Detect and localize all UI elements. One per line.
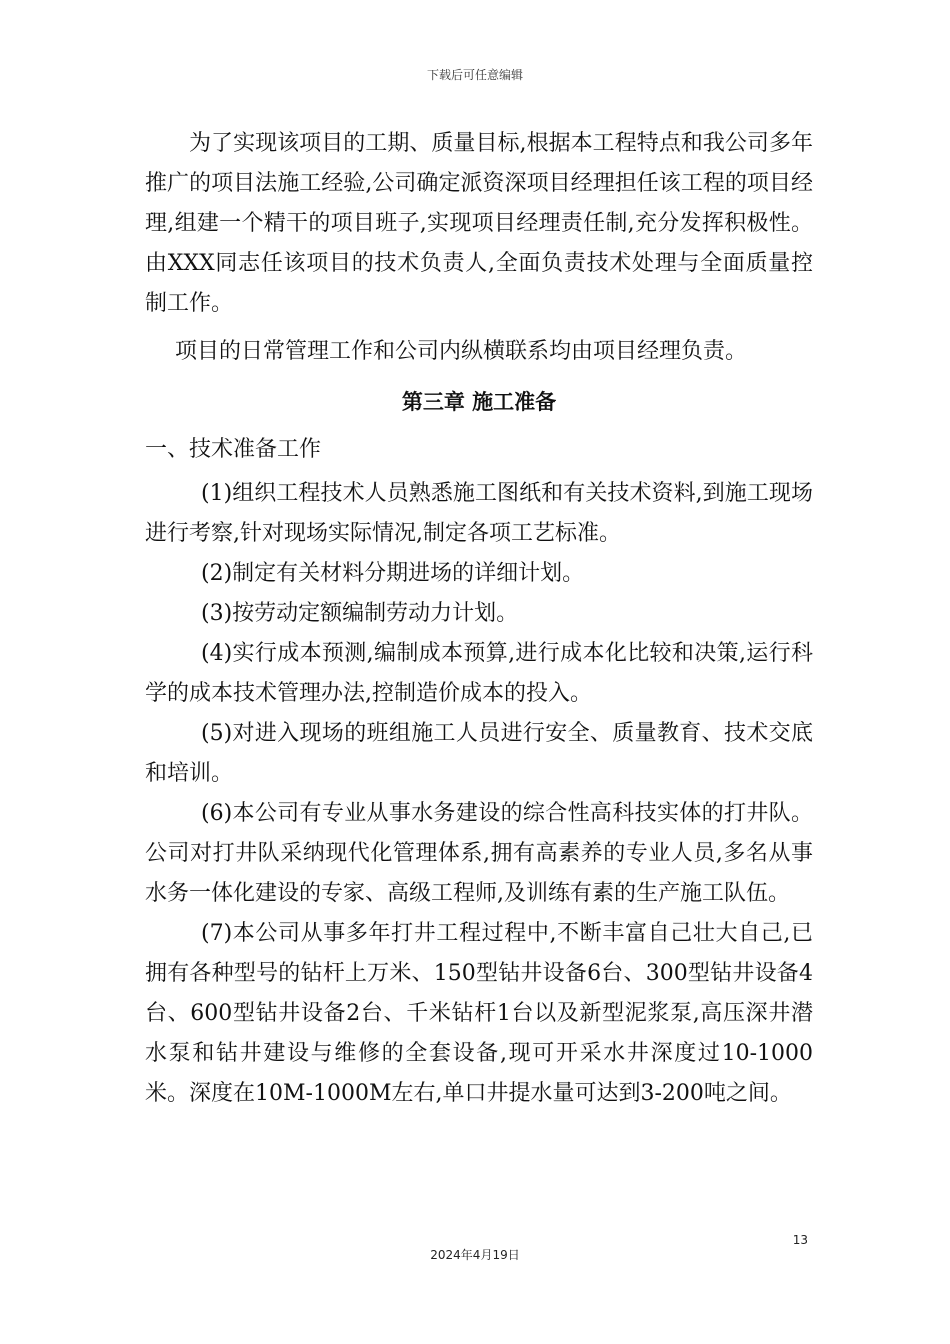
page-footer-date: 2024年4月19日 [430,1248,520,1262]
list-item: (7)本公司从事多年打井工程过程中,不断丰富自己壮大自己,已拥有各种型号的钻杆上万米、150型钻井设备6台、300型钻井设备4台、600型钻井设备2台、千米钻杆1台以及新型泥浆泵,高压深井潜水泵和钻井建设与维修的全套设备,现可开采水井深度过10-1000米。深度在10M-1000M左右,单口井提水量可达到3-200吨之间。 [145,921,813,1106]
paragraph-project-manager: 为了实现该项目的工期、质量目标,根据本工程特点和我公司多年推广的项目法施工经验,公司确定派资深项目经理担任该工程的项目经理,组建一个精干的项目班子,实现项目经理责任制,充分发挥积极性。由XXX同志任该项目的技术负责人,全面负责技术处理与全面质量控制工作。 [145,131,813,316]
list-item: (3)按劳动定额编制劳动力计划。 [201,601,519,626]
section-title: 一、技术准备工作 [145,437,322,462]
list-item: (4)实行成本预测,编制成本预算,进行成本化比较和决策,运行科学的成本技术管理办法,控制造价成本的投入。 [145,641,813,706]
chapter-title: 第三章 施工准备 [401,390,557,414]
document-body [145,124,813,1114]
paragraph-daily-management: 项目的日常管理工作和公司内纵横联系均由项目经理负责。 [175,339,748,364]
page-header: 下载后可任意编辑 [426,68,523,82]
list-item: (6)本公司有专业从事水务建设的综合性高科技实体的打井队。公司对打井队采纳现代化管理体系,拥有高素养的专业人员,多名从事水务一体化建设的专家、高级工程师,及训练有素的生产施工队伍。 [145,801,813,906]
list-item: (1)组织工程技术人员熟悉施工图纸和有关技术资料,到施工现场进行考察,针对现场实际情况,制定各项工艺标准。 [145,481,813,546]
page-number: 13 [792,1233,808,1247]
list-item: (2)制定有关材料分期进场的详细计划。 [201,561,585,586]
list-item: (5)对进入现场的班组施工人员进行安全、质量教育、技术交底和培训。 [145,721,813,786]
